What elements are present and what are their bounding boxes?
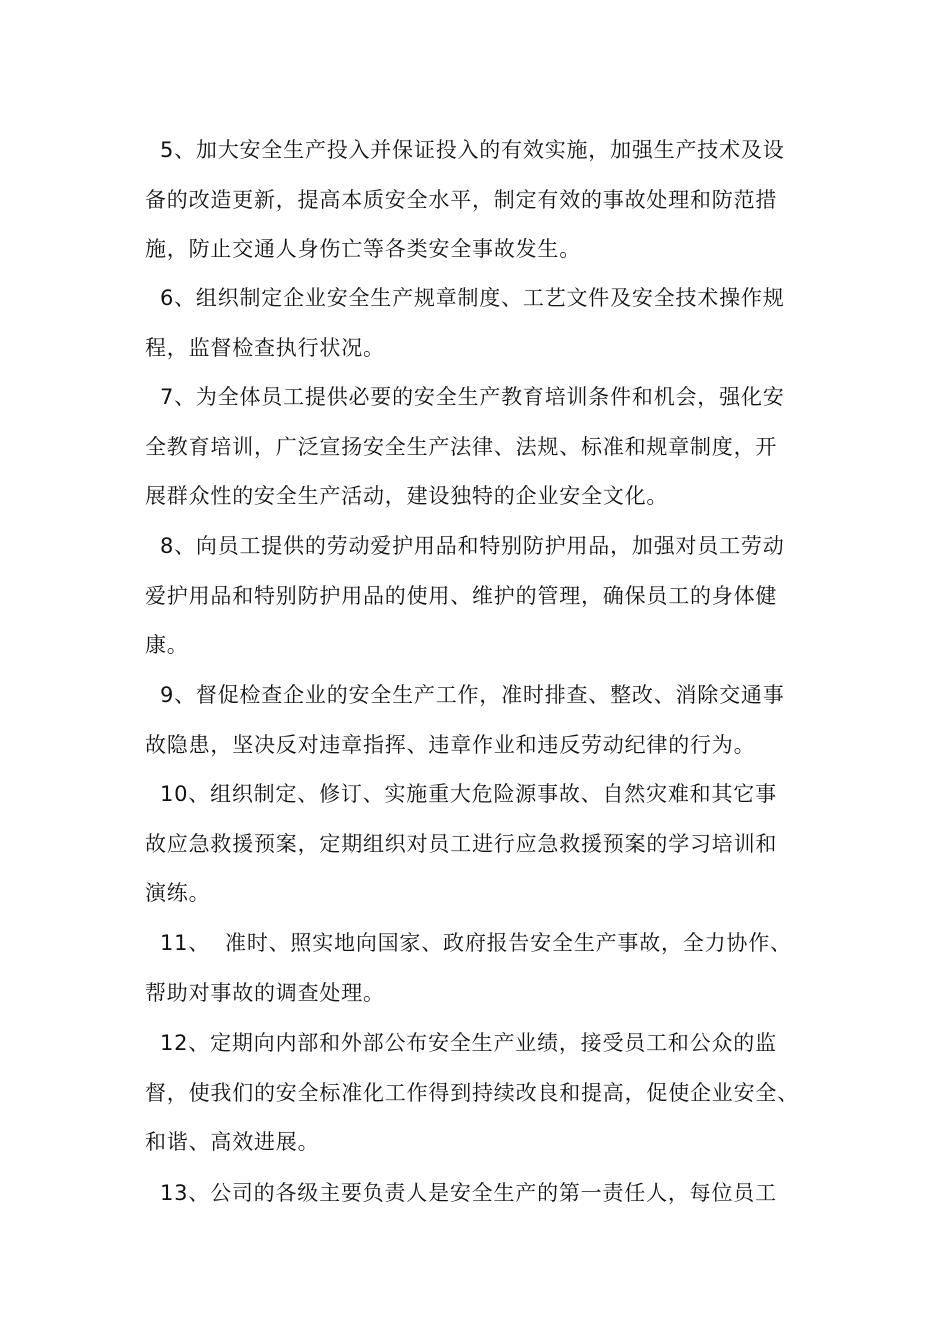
- text-line: 9、督促检查企业的安全生产工作，准时排查、整改、消除交通事: [145, 683, 785, 707]
- text-line: 爱护用品和特别防护用品的使用、维护的管理，确保员工的身体健: [145, 583, 778, 608]
- paragraph-item-13: [145, 1169, 825, 1219]
- text-line: 8、向员工提供的劳动爱护用品和特别防护用品，加强对员工劳动: [145, 534, 785, 558]
- paragraph-item-10: [145, 770, 825, 919]
- text-line: 帮助对事故的调查处理。: [145, 980, 385, 1005]
- text-line: 12、定期向内部和外部公布安全生产业绩，接受员工和公众的监: [145, 1031, 777, 1055]
- paragraph-item-6: [145, 274, 825, 373]
- text-line: 10、组织制定、修订、实施重大危险源事故、自然灾难和其它事: [145, 782, 777, 806]
- text-line: 备的改造更新，提高本质安全水平，制定有效的事故处理和防范措: [145, 187, 778, 212]
- text-line: 程，监督检查执行状况。: [145, 335, 385, 360]
- text-line: 演练。: [145, 881, 211, 905]
- text-line: 7、为全体员工提供必要的安全生产教育培训条件和机会，强化安: [145, 385, 785, 409]
- paragraph-item-12: [145, 1019, 825, 1168]
- text-line: 康。: [145, 633, 189, 657]
- text-line: 故隐患，坚决反对违章指挥、违章作业和违反劳动纪律的行为。: [145, 732, 756, 757]
- paragraph-item-11: [145, 919, 825, 1018]
- text-line: 全教育培训，广泛宣扬安全生产法律、法规、标准和规章制度，开: [145, 434, 778, 459]
- text-line: 督，使我们的安全标准化工作得到持续改良和提高，促使企业安全、: [145, 1080, 799, 1105]
- text-line: 6、组织制定企业安全生产规章制度、工艺文件及安全技术操作规: [145, 286, 785, 310]
- text-line: 13、公司的各级主要负责人是安全生产的第一责任人，每位员工: [145, 1181, 777, 1205]
- paragraph-item-9: [145, 671, 825, 770]
- paragraph-item-8: [145, 522, 825, 671]
- paragraph-item-7: [145, 373, 825, 522]
- text-line: 11、 准时、照实地向国家、政府报告安全生产事故，全力协作、: [145, 931, 792, 955]
- text-line: 故应急救援预案，定期组织对员工进行应急救援预案的学习培训和: [145, 831, 778, 856]
- text-line: 施，防止交通人身伤亡等各类安全事故发生。: [145, 237, 581, 261]
- text-line: 5、加大安全生产投入并保证投入的有效实施，加强生产技术及设: [145, 138, 785, 162]
- paragraph-item-5: [145, 126, 825, 275]
- text-line: 展群众性的安全生产活动，建设独特的企业安全文化。: [145, 484, 669, 508]
- text-line: 和谐、高效进展。: [145, 1130, 320, 1154]
